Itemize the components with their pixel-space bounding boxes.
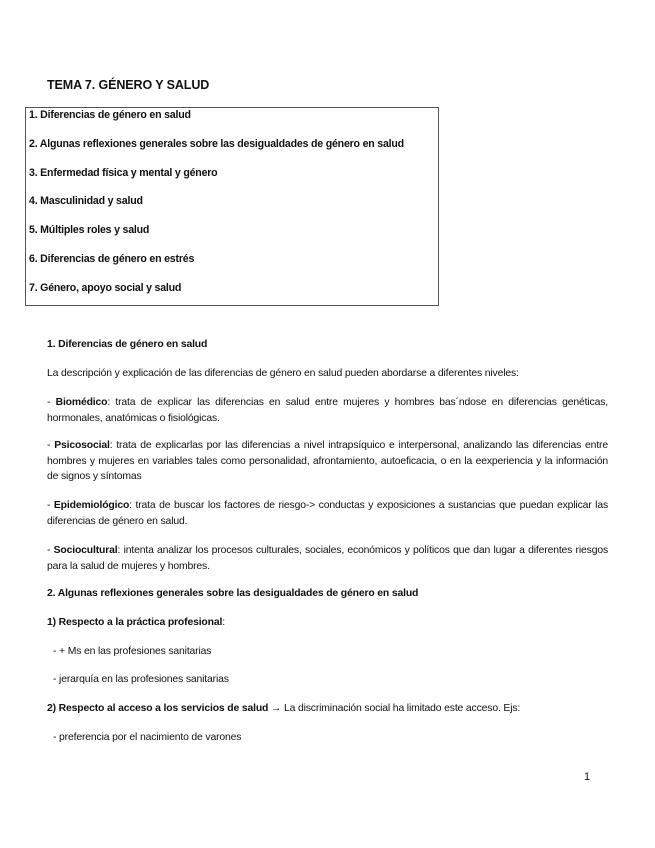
point-1-label: 1) Respecto a la práctica profesional (47, 617, 223, 628)
point-1-item: - jerarquía en las profesiones sanitarias (53, 674, 229, 685)
level-text: : trata de buscar los factores de riesgo-> conductas y exposiciones a sustancias que puedan explicar las diferencias de género en salud. (47, 500, 608, 527)
page-number: 1 (584, 771, 591, 783)
point-1-item: - + Ms en las profesiones sanitarias (53, 646, 212, 657)
level-term: Psicosocial (54, 440, 110, 451)
level-text: : intenta analizar los procesos culturales, sociales, económicos y políticos que dan lugar a diferentes riesgos para la salud de mujeres y hombres. (47, 545, 608, 572)
point-2-label: 2) Respecto al acceso a los servicios de salud (47, 703, 269, 714)
toc-item-7: 7. Género, apoyo social y salud (29, 282, 182, 294)
level-biomedico (47, 395, 608, 426)
point-2-item: - preferencia por el nacimiento de varones (53, 732, 242, 743)
toc-item-3: 3. Enfermedad física y mental y género (29, 167, 218, 179)
level-psicosocial (47, 438, 608, 485)
level-prefix: - (47, 500, 54, 511)
page-title: TEMA 7. GÉNERO Y SALUD (47, 78, 210, 92)
level-text: : trata de explicarlas por las diferencias a nivel intrapsíquico e interpersonal, analizando las diferencias entre hombres y mujeres en variables tales como personalidad, afrontamiento, autoeficacia, o en la eexperiencia y la información de signos y síntomas (47, 440, 608, 482)
level-prefix: - (47, 440, 55, 451)
level-prefix: - (47, 397, 56, 408)
level-term: Epidemiológico (53, 500, 130, 511)
point-2-text: → La discriminación social ha limitado este acceso. Ejs: (268, 703, 521, 714)
level-sociocultural (47, 543, 608, 574)
point-1-colon: : (222, 617, 225, 628)
level-term: Sociocultural (53, 545, 118, 556)
toc-item-4: 4. Masculinidad y salud (29, 195, 143, 207)
section-1-heading: 1. Diferencias de género en salud (47, 339, 208, 350)
level-text: : trata de explicar las diferencias en salud entre mujeres y hombres bas´ndose en diferencias genéticas, hormonales, anatómicas o fisiológicas. (47, 397, 608, 424)
level-prefix: - (47, 545, 54, 556)
toc-item-6: 6. Diferencias de género en estrés (29, 253, 195, 265)
toc-item-2: 2. Algunas reflexiones generales sobre las desigualdades de género en salud (29, 138, 404, 150)
level-term: Biomédico (55, 397, 108, 408)
level-epidemiologico (47, 498, 608, 529)
section-1-intro: La descripción y explicación de las diferencias de género en salud pueden abordarse a diferentes niveles: (47, 368, 519, 379)
toc-item-1: 1. Diferencias de género en salud (29, 109, 191, 121)
section-2-heading: 2. Algunas reflexiones generales sobre las desigualdades de género en salud (47, 588, 419, 599)
point-1 (47, 617, 225, 628)
point-2 (47, 703, 520, 714)
toc-item-5: 5. Múltiples roles y salud (29, 224, 150, 236)
